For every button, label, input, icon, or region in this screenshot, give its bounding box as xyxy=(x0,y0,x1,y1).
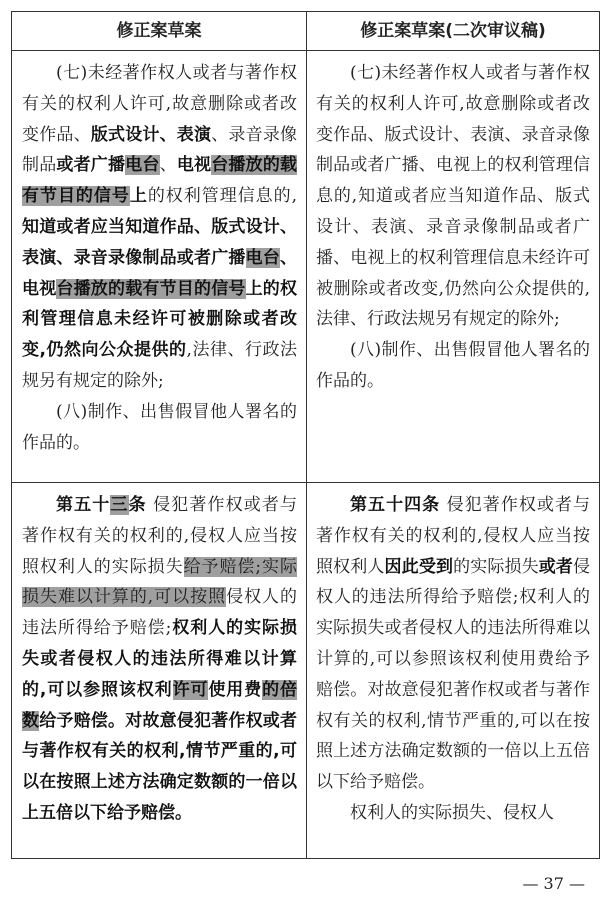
page-number: — 37 — xyxy=(522,874,585,893)
text-run: 侵犯著作权或者与著作权有关的权利的,侵权人应当按照权利人的实际损失 xyxy=(22,495,298,577)
bold-text-run: 知道或者应当知道作品、版式设计、表演、录音录像制品或者广播 xyxy=(22,216,297,268)
text-run: 、 xyxy=(159,155,177,176)
row1-left-paragraph-8: (八)制作、出售假冒他人署名的作品的。 xyxy=(22,401,297,453)
article-54-continuation: 权利人的实际损失、侵权人 xyxy=(350,802,554,823)
article-title-suffix: 条 xyxy=(128,495,147,515)
highlighted-text-run: 台播放的载有节目的信号 xyxy=(56,278,246,299)
comparison-table xyxy=(11,11,600,859)
row2-left-cell xyxy=(22,490,297,829)
highlighted-text-run: 电台 xyxy=(125,155,160,176)
text-run: 的实际损失 xyxy=(453,556,539,577)
bold-text-run: 或者广播 xyxy=(56,155,126,176)
highlighted-text-run: 台播放的载有节目的信号 xyxy=(22,155,298,207)
row1-left-cell xyxy=(22,58,297,458)
row1-left-paragraph-7 xyxy=(22,58,297,397)
row1-right-cell xyxy=(316,58,590,397)
text-run: (七)未经著作权人或者与著作权有关的权利人许可,故意删除或者改变作品、 xyxy=(22,63,297,145)
text-run: 、录音录像制品 xyxy=(22,124,298,176)
bold-text-run: 使用费 xyxy=(208,679,263,700)
row1-right-paragraph-7: (七)未经著作权人或者与著作权有关的权利人许可,故意删除或者改变作品、版式设计、表演、录音录像制品或者广播、电视上的权利管理信息的,知道或者应当知道作品、版式设计、表演、录音录像制品或者广播、电视上的权利管理信息未经许可被删除或者改变,仍然向公众提供的,法律、行政法规另有规定的除外; xyxy=(316,63,590,330)
highlighted-text-run: 三 xyxy=(110,495,129,515)
article-title: 第五十 xyxy=(56,495,111,515)
bold-text-run: 上 xyxy=(129,186,148,207)
bold-text-run: 因此受到 xyxy=(384,556,454,577)
highlighted-text-run: 许可 xyxy=(172,679,209,700)
bold-text-run: 权利人的实际损失或者侵权人的违法所得难以计算的,可以参照该权利 xyxy=(22,618,298,700)
article-54-paragraph xyxy=(316,490,590,798)
text-run: 的权利管理信息的, xyxy=(147,186,298,207)
row1-right-paragraph-8: (八)制作、出售假冒他人署名的作品的。 xyxy=(316,340,590,391)
highlighted-text-run: 电台 xyxy=(245,247,281,268)
header-left: 修正案草案 xyxy=(116,21,202,41)
row2-right-cell xyxy=(316,490,590,829)
text-run: 侵权人的违法所得给予赔偿;权利人的实际损失或者侵权人的违法所得难以计算的,可以参照该权利使用费给予赔偿。对故意侵犯著作权或者与著作权有关的权利,情节严重的,可以在按照上述方法确定数额的一倍以上五倍以下给予赔偿。 xyxy=(316,556,591,793)
row-divider xyxy=(12,482,599,483)
bold-text-run: 上的权利管理信息未经许可被删除或者改变,仍然向公众提供的 xyxy=(22,278,298,361)
article-53-paragraph xyxy=(22,490,297,829)
text-run: 侵犯著作权或者与著作权有关的权利的,侵权人应当按照权利人 xyxy=(316,495,591,577)
column-divider xyxy=(306,12,307,858)
bold-text-run: 或者 xyxy=(538,556,574,577)
bold-text-run: 给予赔偿。对故意侵犯著作权或者与著作权有关的权利,情节严重的,可以在按照上述方法确定数额的一倍以上五倍以下给予赔偿。 xyxy=(22,710,298,823)
header-divider xyxy=(12,50,599,51)
text-run: ,法律、行政法规另有规定的除外; xyxy=(22,340,297,391)
highlighted-text-run: 给予赔偿;实际损失难以计算的,可以按照 xyxy=(22,556,297,608)
bold-text-run: 电视 xyxy=(176,155,212,176)
bold-text-run: 、电视 xyxy=(22,247,298,299)
text-run: 侵权人的违法所得给予赔偿; xyxy=(22,587,298,639)
article-title: 第五十四条 xyxy=(350,495,441,515)
bold-text-run: 版式设计、表演 xyxy=(90,124,212,145)
highlighted-text-run: 的倍数 xyxy=(22,679,298,731)
header-right: 修正案草案(二次审议稿) xyxy=(360,21,546,41)
